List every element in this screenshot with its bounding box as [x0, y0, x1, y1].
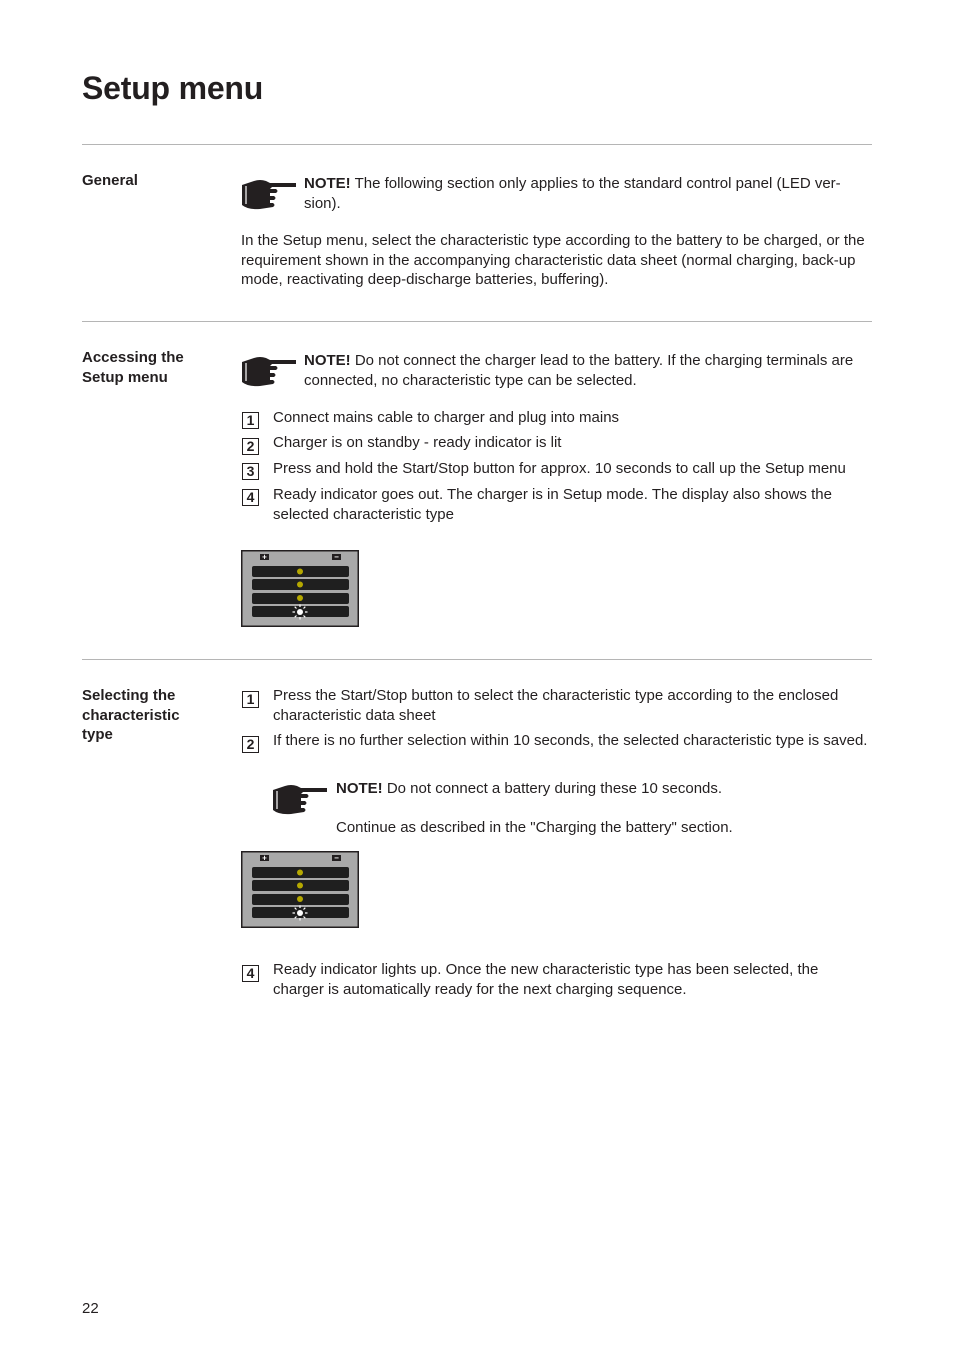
note-accessing [304, 351, 872, 390]
note-selecting [336, 779, 872, 799]
step-text: If there is no further selection within 10 seconds, the selected characteristic type is saved. [273, 732, 868, 749]
section-divider [82, 659, 872, 660]
step-text: Ready indicator goes out. The charger is in Setup mode. The display also shows the selected characteristic type [273, 486, 832, 523]
section-divider [82, 321, 872, 322]
step-text: Charger is on standby - ready indicator is lit [273, 434, 562, 451]
plus-terminal-label: + [262, 552, 267, 562]
section-heading-selecting: Selecting the characteristic type [82, 687, 180, 743]
step-text: Press the Start/Stop button to select the characteristic type according to the enclosed characteristic data sheet [273, 687, 839, 724]
section-divider [82, 144, 872, 145]
control-panel-illustration [241, 851, 359, 928]
flashing-ready-led-icon [293, 605, 308, 620]
led-indicator [297, 896, 303, 902]
step-text: Connect mains cable to charger and plug into mains [273, 409, 620, 426]
step-number-box: 4 [242, 965, 259, 982]
pointing-hand-icon [240, 354, 298, 390]
led-indicator [297, 870, 303, 876]
step-text: Ready indicator lights up. Once the new characteristic type has been selected, the charger is automatically ready for the next charging sequence. [273, 961, 819, 998]
note-text: Do not connect a battery during these 10 seconds. [382, 780, 723, 797]
step-text: Press and hold the Start/Stop button for approx. 10 seconds to call up the Setup menu [273, 460, 846, 477]
step-number-box: 1 [242, 691, 259, 708]
note-label: NOTE! [336, 780, 383, 797]
note-text: Do not connect the charger lead to the battery. If the charging terminals are connected, no characteristic type can be selected. [304, 352, 854, 389]
flashing-ready-led-icon [293, 906, 308, 921]
section-heading-general: General [82, 172, 138, 189]
pointing-hand-icon [271, 782, 329, 818]
section-heading-accessing: Accessing the Setup menu [82, 349, 184, 386]
step-number-box: 4 [242, 489, 259, 506]
note-general [304, 174, 872, 213]
led-indicator [297, 582, 303, 588]
step-number-box: 1 [242, 412, 259, 429]
minus-terminal-label: − [334, 552, 339, 562]
page-number: 22 [82, 1300, 99, 1317]
page-title: Setup menu [82, 70, 264, 106]
led-indicator [297, 595, 303, 601]
step-number-box: 2 [242, 438, 259, 455]
note-label: NOTE! [304, 352, 351, 369]
step-number-box: 2 [242, 736, 259, 753]
led-indicator [297, 883, 303, 889]
continue-text: Continue as described in the "Charging the battery" section. [336, 819, 733, 836]
minus-terminal-label: − [334, 853, 339, 863]
note-label: NOTE! [304, 175, 351, 192]
pointing-hand-icon [240, 177, 298, 213]
control-panel-illustration [241, 550, 359, 627]
note-text: The following section only applies to the standard control panel (LED ver-sion). [304, 175, 841, 212]
plus-terminal-label: + [262, 853, 267, 863]
general-body: In the Setup menu, select the characteristic type according to the battery to be charged, or the requirement shown in the accompanying characteristic data sheet (normal charging, back-up mode, reactivating deep-discharge batteries, buffering). [241, 232, 865, 288]
led-indicator [297, 569, 303, 575]
step-number-box: 3 [242, 463, 259, 480]
